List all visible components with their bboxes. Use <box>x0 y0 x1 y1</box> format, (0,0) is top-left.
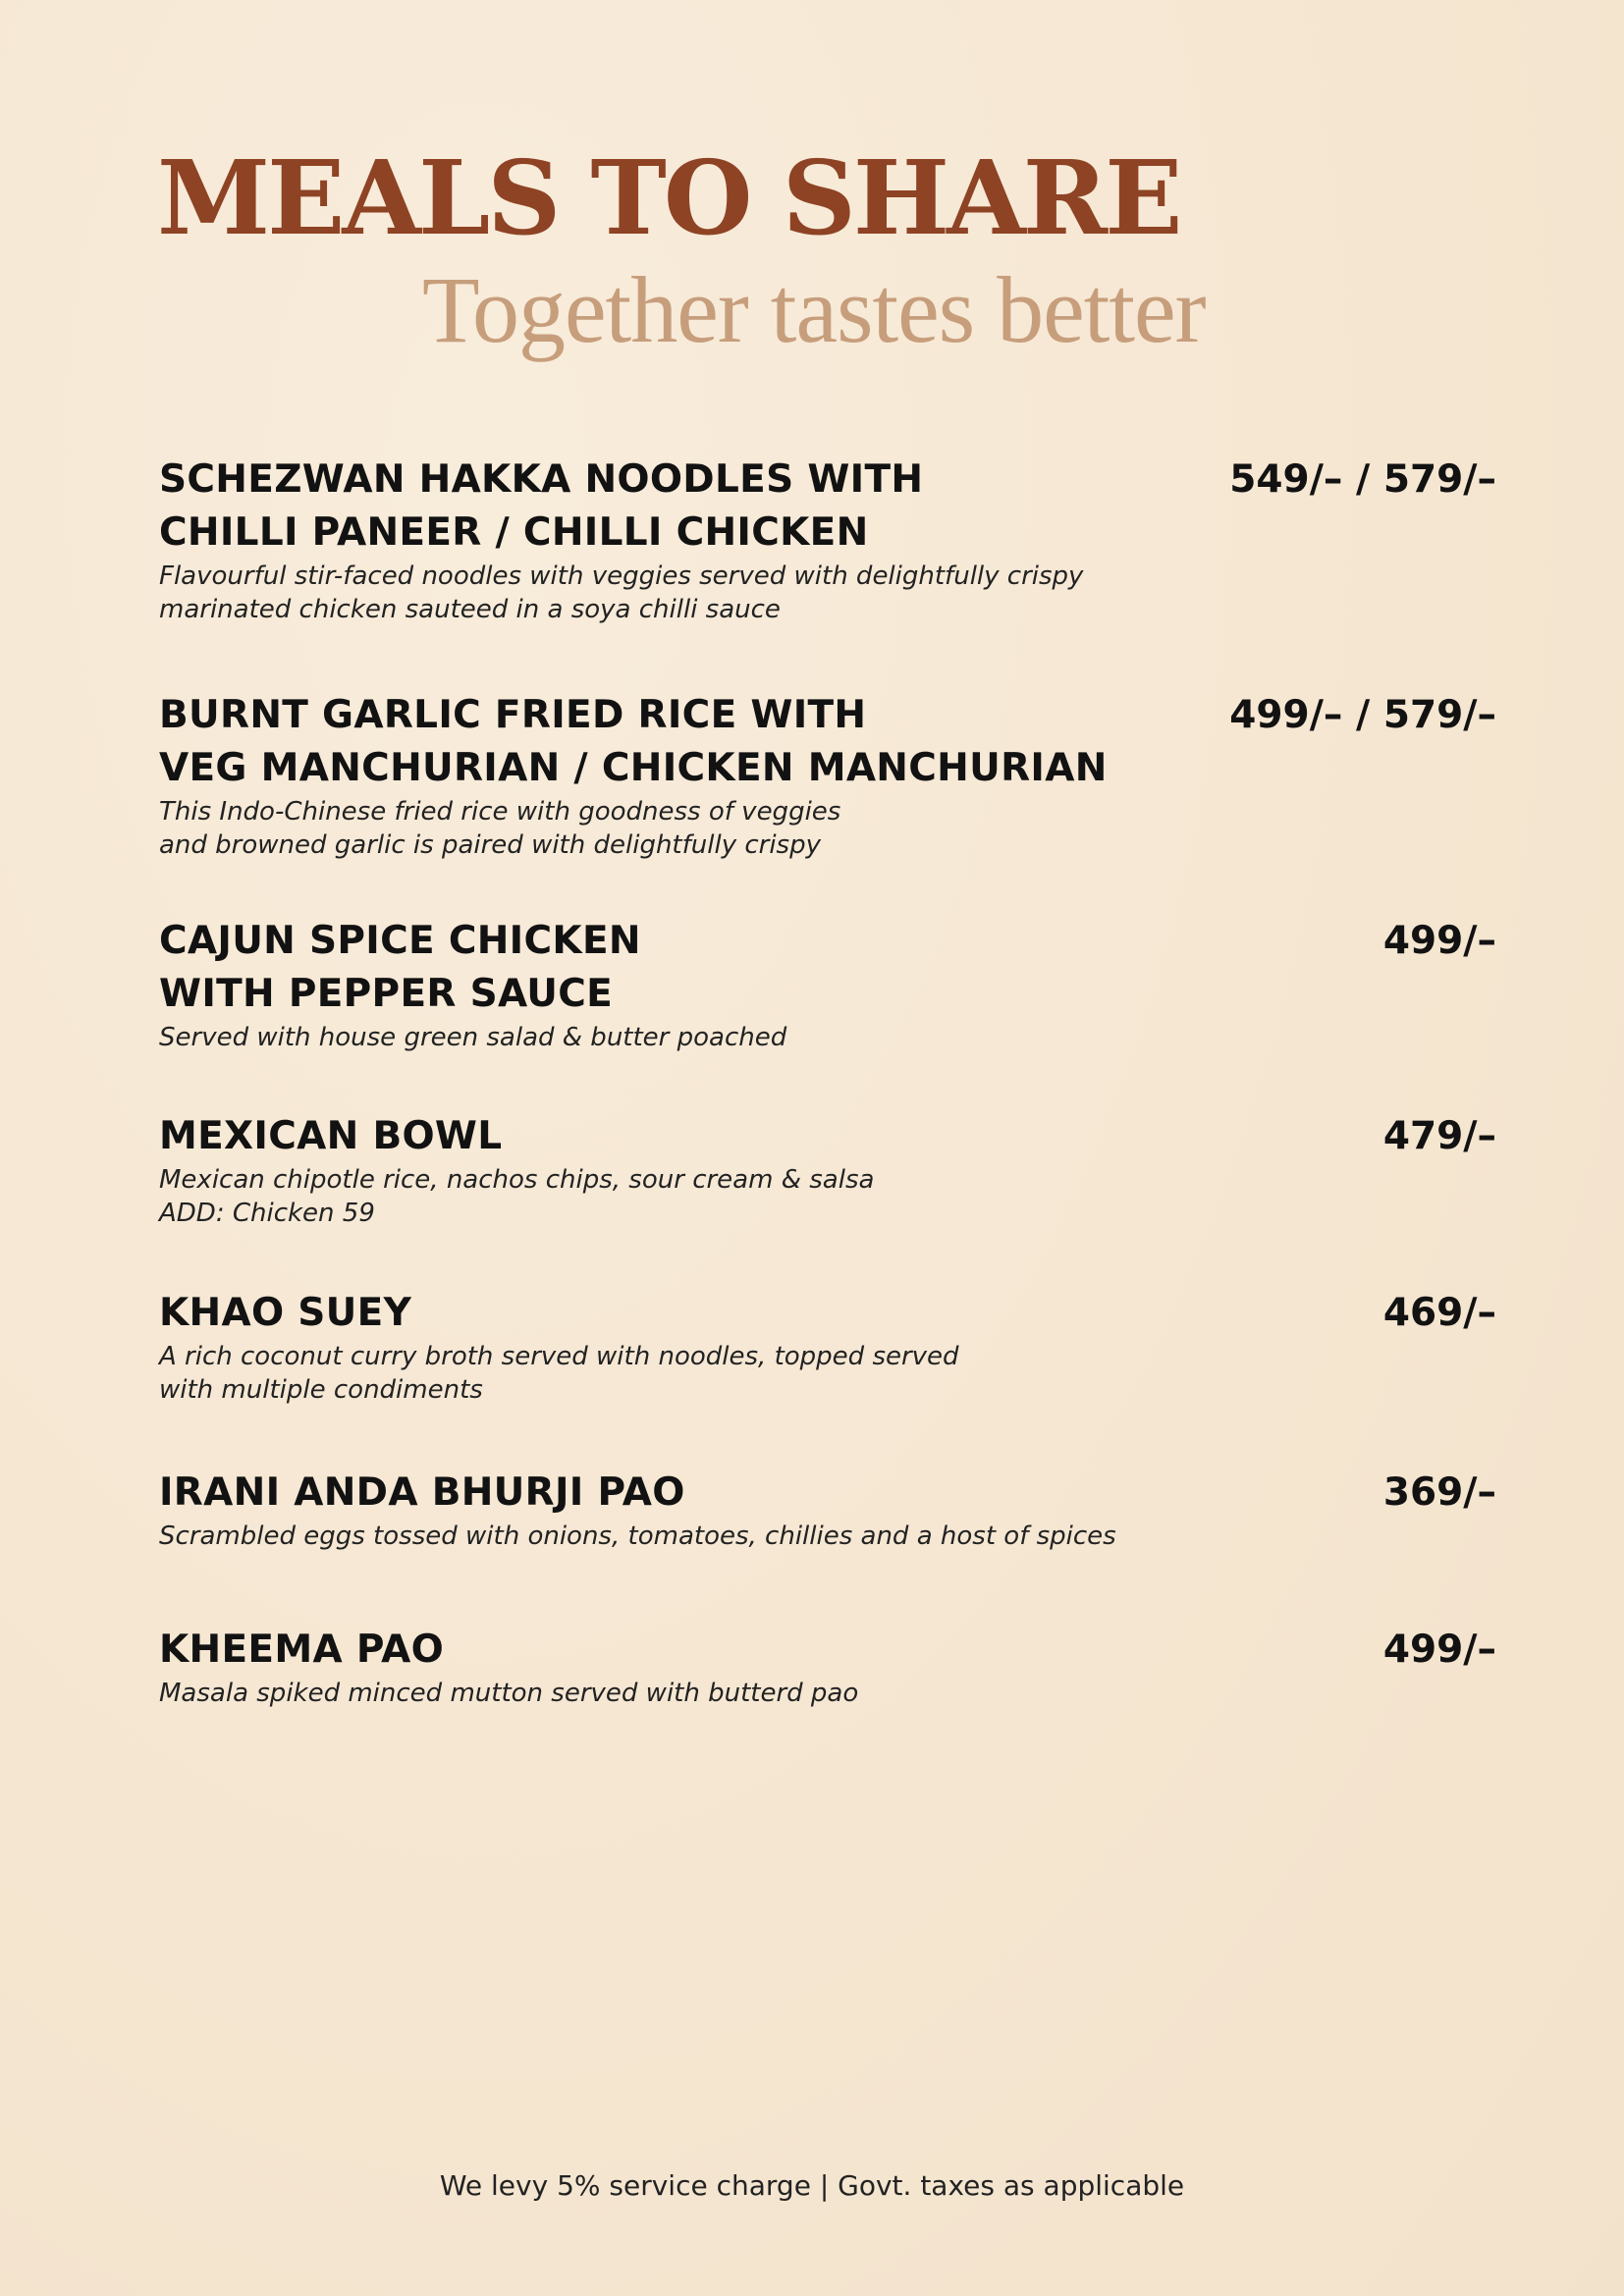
item-name: IRANI ANDA BHURJI PAO <box>159 1470 685 1515</box>
menu-item <box>159 1287 1496 1407</box>
page-subtitle: Together tastes better <box>422 257 1206 362</box>
item-description: This Indo-Chinese fried rice with goodness of veggies and browned garlic is paired with delightfully crispy <box>159 797 841 860</box>
item-name: SCHEZWAN HAKKA NOODLES WITH CHILLI PANEER / CHILLI CHICKEN <box>159 457 924 555</box>
item-name: KHEEMA PAO <box>159 1628 445 1672</box>
item-name: BURNT GARLIC FRIED RICE WITH VEG MANCHURIAN / CHICKEN MANCHURIAN <box>159 693 1108 790</box>
item-description: Scrambled eggs tossed with onions, tomatoes, chillies and a host of spices <box>159 1522 1116 1551</box>
page-title: MEALS TO SHARE <box>157 137 1180 258</box>
item-name: CAJUN SPICE CHICKEN WITH PEPPER SAUCE <box>159 919 641 1016</box>
menu-item <box>159 1467 1496 1553</box>
item-price: 479/– <box>1382 1114 1496 1158</box>
item-description: Served with house green salad & butter poached <box>159 1023 787 1052</box>
item-description: A rich coconut curry broth served with noodles, topped served with multiple condiments <box>159 1342 959 1405</box>
item-name: MEXICAN BOWL <box>159 1114 503 1158</box>
item-description: Masala spiked minced mutton served with butterd pao <box>159 1679 859 1708</box>
menu-item <box>159 1110 1496 1230</box>
menu-item <box>159 1624 1496 1710</box>
item-price: 499/– / 579/– <box>1229 693 1496 737</box>
item-price: 469/– <box>1382 1291 1496 1335</box>
item-price: 499/– <box>1382 1628 1496 1672</box>
menu-item <box>159 689 1496 862</box>
item-description: Flavourful stir-faced noodles with veggies served with delightfully crispy marinated chicken sauteed in a soya chilli sauce <box>159 561 1084 624</box>
menu-item <box>159 454 1496 626</box>
item-name: KHAO SUEY <box>159 1291 412 1335</box>
item-price: 499/– <box>1382 919 1496 963</box>
item-price: 549/– / 579/– <box>1229 457 1496 502</box>
item-price: 369/– <box>1382 1470 1496 1515</box>
item-description: Mexican chipotle rice, nachos chips, sour cream & salsa ADD: Chicken 59 <box>159 1165 875 1228</box>
menu-item <box>159 915 1496 1054</box>
footer-note: We levy 5% service charge | Govt. taxes as applicable <box>439 2169 1185 2202</box>
